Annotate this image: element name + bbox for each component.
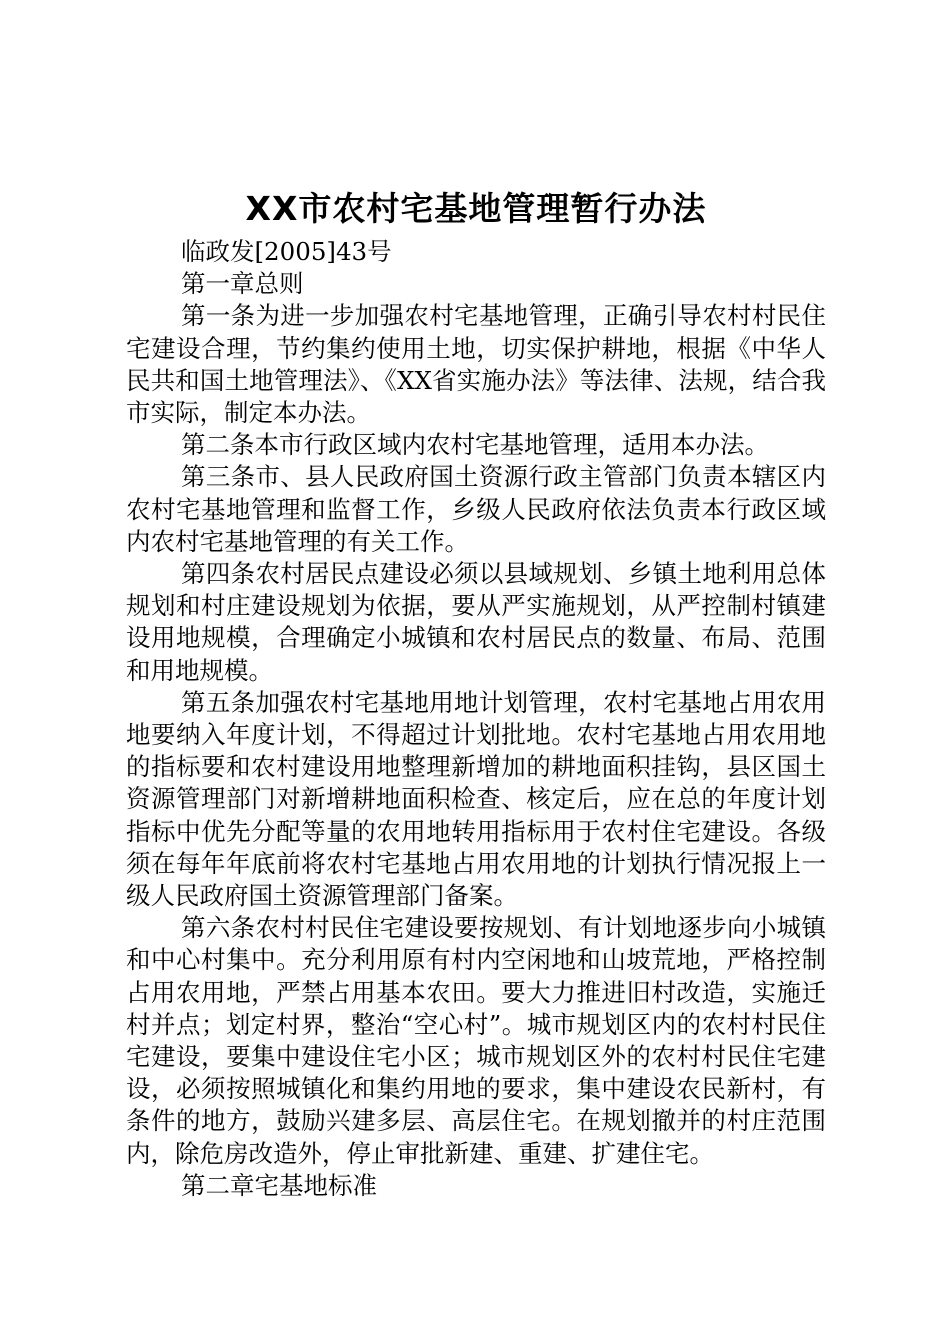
document-page: [126, 186, 826, 1202]
article-paragraph: 第五条加强农村宅基地用地计划管理，农村宅基地占用农用地要纳入年度计划，不得超过计划批地。农村宅基地占用农用地的指标要和农村建设用地整理新增加的耕地面积挂钩，县区国土资源管理部门对新增耕地面积检查、核定后，应在总的年度计划指标中优先分配等量的农用地转用指标用于农村住宅建设。各级须在每年年底前将农村宅基地占用农用地的计划执行情况报上一级人民政府国土资源管理部门备案。: [126, 687, 826, 911]
chapter-heading: 第二章宅基地标准: [181, 1170, 377, 1200]
document-title: XX市农村宅基地管理暂行办法: [245, 189, 707, 228]
article-paragraph: 第一条为进一步加强农村宅基地管理，正确引导农村村民住宅建设合理，节约集约使用土地，切实保护耕地，根据《中华人民共和国土地管理法》、《XX省实施办法》等法律、法规，结合我市实际，制定本办法。: [126, 301, 826, 428]
article-paragraph: 第四条农村居民点建设必须以县域规划、乡镇土地利用总体规划和村庄建设规划为依据，要从严实施规划，从严控制村镇建设用地规模，合理确定小城镇和农村居民点的数量、布局、范围和用地规模。: [126, 559, 826, 685]
article-paragraph: 第三条市、县人民政府国土资源行政主管部门负责本辖区内农村宅基地管理和监督工作，乡级人民政府依法负责本行政区域内农村宅基地管理的有关工作。: [126, 462, 826, 556]
chapter-heading: 第一章总则: [181, 269, 304, 299]
article-paragraph: 第二条本市行政区域内农村宅基地管理，适用本办法。: [181, 430, 769, 460]
document-number: 临政发[2005]43号: [181, 237, 392, 266]
article-paragraph: 第六条农村村民住宅建设要按规划、有计划地逐步向小城镇和中心村集中。充分利用原有村内空闲地和山坡荒地，严格控制占用农用地，严禁占用基本农田。要大力推进旧村改造，实施迁村并点；划定村界，整治“空心村”。城市规划区内的农村村民住宅建设，要集中建设住宅小区；城市规划区外的农村村民住宅建设，必须按照城镇化和集约用地的要求，集中建设农民新村，有条件的地方，鼓励兴建多层、高层住宅。在规划撤并的村庄范围内，除危房改造外，停止审批新建、重建、扩建住宅。: [126, 913, 826, 1168]
